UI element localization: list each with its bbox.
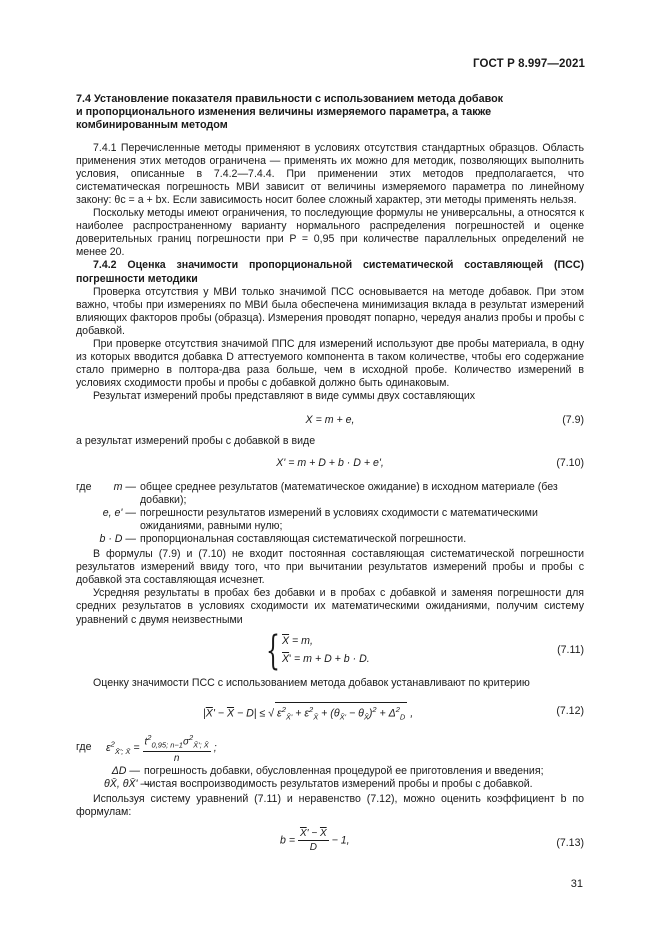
epsilon-definition [76, 731, 584, 765]
paragraph-using-system: Используя систему уравнений (7.11) и неравенство (7.12), можно оценить коэффициент b по формулам: [76, 792, 584, 818]
paragraph-with-addition: а результат измерений пробы с добавкой в виде [76, 435, 316, 448]
definition-item [76, 481, 584, 507]
subsection-heading-7-4-2: 7.4.2 Оценка значимости пропорциональной систематической составляющей (ПСС) погрешности методики [76, 259, 584, 285]
system-row-2: $\overline{X}' = m + D + b \cdot D$. [282, 652, 370, 665]
equation-7-13-fraction: $\frac{\overline{X}' - \overline{X}}{D}$ [299, 828, 327, 854]
definition-key: ΔD — [111, 764, 140, 777]
equation-7-12-expression: $|\overline{X}' - \overline{X} - D|$ ≤ √ $\varepsilon^2_{X̄'} + \varepsilon^2_{X̄} + (\theta_{X̄'} - \theta_{X̄})^2 + \Delta^2_D$ , [203, 702, 413, 724]
definition-item [76, 533, 584, 546]
epsilon-fraction: $\frac{t^2_{0,95; n-1}\sigma^2_{X̄'; X̄}}{n}$ [144, 732, 209, 765]
equation-7-13-denominator: D [309, 842, 317, 854]
definition-key: b · D — [99, 532, 136, 545]
page-number: 31 [570, 878, 583, 890]
equation-7-12 [76, 699, 584, 721]
section-heading-line-3: комбинированным методом [76, 119, 228, 132]
equation-number-7-9: (7.9) [562, 414, 584, 427]
paragraph-7-4-1: 7.4.1 Перечисленные методы применяют в условиях отсутствия стандартных образцов. Область применения этих методов ограничена — применять их можно для методик, позволяющих выполнить условия, описанные в 7.4.2—7.4.4. При применении этих методов предполагается, что систематическая погрешность МВИ зависит от величины измеряемого параметра по линейному закону: θc = a + bx. Если зависимость носит более сложный характер, эти методы применять нельзя. [76, 141, 584, 206]
left-brace-icon: { [266, 627, 280, 674]
page-content [76, 93, 584, 855]
where-label: где [76, 480, 92, 493]
equation-7-13-expression [280, 827, 350, 854]
equation-7-13 [76, 825, 584, 855]
equation-number-7-11: (7.11) [557, 643, 584, 656]
definition-key: e, e' — [102, 506, 136, 519]
paragraph-formulas-note: В формулы (7.9) и (7.10) не входит постоянная составляющая систематической погрешности результатов измерений ввиду того, что при вычитании результатов измерений пробы и пробы с добавкой эта составляющая исчезнет. [76, 548, 584, 587]
system-row-2-rhs: = m + D + b · D. [294, 652, 370, 665]
equation-7-9-rhs: = m + e, [315, 414, 355, 427]
paragraph-criterion: Оценку значимости ПСС с использованием метода добавок устанавливают по критерию [93, 676, 530, 689]
paragraph-averaging: Усредняя результаты в пробах без добавки и в пробах с добавкой и заменяя погрешности для средних результатов в условиях сходимости их математическими ожиданиями, получим систему уравнений с двумя неизвестными [76, 587, 584, 626]
equation-number-7-12: (7.12) [556, 704, 584, 717]
definition-key: θX̄, θX̄' — [104, 777, 152, 790]
equation-7-13-tail: − 1, [331, 834, 350, 847]
definition-value: погрешность добавки, обусловленная процедурой ее приготовления и введения; [144, 764, 544, 777]
section-heading-7-4 [76, 93, 584, 133]
paragraph-check: Проверка отсутствия у МВИ только значимой ПСС основывается на методе добавок. При этом важно, чтобы при измерениях по МВИ была обеспечена минимизация вклада в результат измерений влияющих факторов пробы (образца). Измерения проводят попарно, чередуя анализ пробы и пробы с добавкой. [76, 285, 584, 337]
equation-7-9-lhs: X [305, 414, 313, 427]
equation-number-7-13: (7.13) [556, 837, 584, 850]
section-heading-line-2: и пропорционального изменения величины измеряемого параметра, а также [76, 106, 492, 119]
section-heading-line-1: 7.4 Установление показателя правильности с использованием метода добавок [76, 93, 504, 105]
system-row-1-rhs: = m, [292, 634, 313, 647]
definitions-list-2 [104, 765, 584, 791]
definition-item [104, 778, 584, 791]
paragraph-result: Результат измерений пробы представляют в виде суммы двух составляющих [93, 390, 476, 403]
definition-value: пропорциональная составляющая систематической погрешности. [140, 532, 467, 545]
paragraph-two-samples: При проверке отсутствия значимой ППС для измерений используют две пробы материала, в одну из которых вводится добавка D аттестуемого компонента в таком количестве, чтобы его содержание стало примерно в полтора-два раза больше, чем в исходной пробе. Количество измерений в условиях сходимости пробы и пробы с добавкой должно быть одинаковым. [76, 338, 584, 390]
where-label: где [76, 740, 92, 753]
equation-7-10 [76, 457, 584, 471]
equation-system-7-11 [76, 627, 584, 674]
standard-code: ГОСТ Р 8.997—2021 [473, 58, 585, 70]
definition-item [76, 507, 584, 533]
equation-number-7-10: (7.10) [556, 456, 584, 469]
definition-value: погрешности результатов измерений в условиях сходимости с математическими ожиданиями, равными нулю; [140, 506, 538, 532]
definition-value: чистая воспроизводимость результатов измерений пробы и пробы с добавкой. [144, 777, 533, 790]
definition-value: общее среднее результатов (математическое ожидание) в исходном материале (без добавки); [140, 480, 558, 506]
system-row-1: $\overline{X} = m$, [282, 634, 313, 647]
definition-item [104, 765, 584, 778]
paragraph-limitations: Поскольку методы имеют ограничения, то последующие формулы не универсальны, а относятся к наиболее распространенному варианту нормального распределения погрешностей и оценке доверительных границ погрешности при P = 0,95 при количестве параллельных определений не менее 20. [76, 207, 584, 259]
equation-7-9 [76, 414, 584, 428]
definitions-list-1 [76, 481, 584, 546]
epsilon-formula: $\varepsilon^2_{X̄'; X̄}$ = $\frac{t^2_{0,95; n-1}\sigma^2_{X̄'; X̄}}{n}$ ; [106, 732, 217, 765]
equation-7-10-body: X' = m + D + b · D + e', [276, 456, 384, 469]
equation-7-13-lhs: b = [280, 834, 296, 847]
definition-key: m — [113, 480, 136, 493]
